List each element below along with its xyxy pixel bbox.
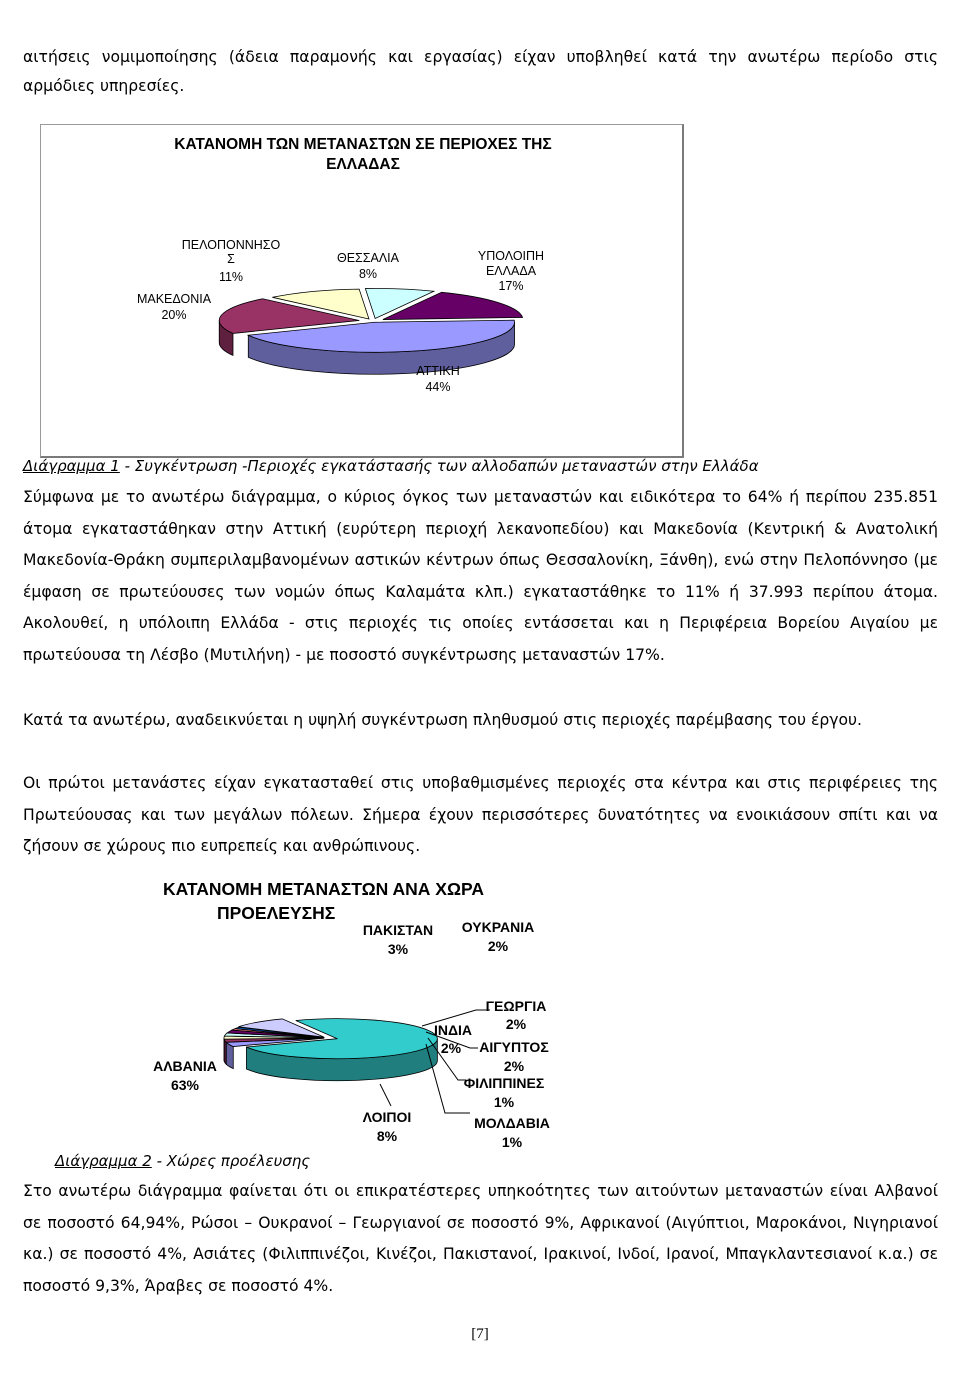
chart1-label-attiki-pct: 44% [425, 380, 451, 394]
chart2-label-georgia-pct: 2% [505, 1016, 527, 1032]
chart2-label-india: ΙΝΔΙΑ [433, 1022, 473, 1038]
chart1-label-makedonia: ΜΑΚΕΔΟΝΙΑ [136, 292, 212, 306]
chart2-caption [55, 1152, 310, 1170]
chart2-label-filippines-pct: 1% [493, 1094, 515, 1110]
chart2-caption-text: - Χώρες προέλευσης [151, 1152, 311, 1170]
paragraph-3: Οι πρώτοι μετανάστες είχαν εγκατασταθεί στις υποβαθμισμένες περιοχές στα κέντρα και στις περιφέρειες της Πρωτεύουσας και των μεγάλων πόλεων. Σήμερα έχουν περισσότερες δυνατότητες να ενοικιάσουν σπίτι και να ζήσουν σε χώρους πιο ευπρεπείς και ανθρώπινους. [23, 774, 938, 856]
chart1-label-makedonia-pct: 20% [161, 308, 187, 322]
chart2-label-loipoi-pct: 8% [376, 1128, 398, 1144]
chart1-label-attiki: ΑΤΤΙΚΗ [416, 364, 460, 378]
chart2-caption-label: Διάγραμμα 2 [55, 1152, 152, 1170]
paragraph-1: Σύμφωνα με το ανωτέρω διάγραμμα, ο κύριος όγκος των μεταναστών και ειδικότερα το 64% ή περίπου 235.851 άτομα εγκαταστάθηκαν στην Αττική (ευρύτερη περιοχή λεκανοπεδίου) και Μακεδονία (Κεντρική & Ανατολική Μακεδονία-Θράκη συμπεριλαμβανομένων αστικών κέντρων όπως Θεσσαλονίκη, Ξάνθη), ενώ στην Πελοπόννησο (με έμφαση σε πρωτεύουσες των νομών όπως Καλαμάτα κλπ.) εγκαταστάθηκε το 11% ή 37.993 περίπου άτομα. Ακολουθεί, η υπόλοιπη Ελλάδα - στις περιοχές τις οποίες εντάσσεται και η Περιφέρεια Βορείου Αιγαίου με πρωτεύουσα τη Λέσβο (Μυτιλήνη) - με ποσοστό συγκέντρωσης μεταναστών 17%. [23, 488, 938, 664]
chart2-label-india-pct: 2% [440, 1040, 462, 1056]
chart1-label-peloponnisos-pct: 11% [218, 270, 244, 284]
paragraph-4: Στο ανωτέρω διάγραμμα φαίνεται ότι οι επικρατέστερες υπηκοότητες των αιτούντων μεταναστών είναι Αλβανοί σε ποσοστό 64,94%, Ρώσοι – Ουκρανοί – Γεωργιανοί σε ποσοστό 9%, Αφρικανοί (Αιγύπτιοι, Μαροκάνοι, Νιγηριανοί κα.) σε ποσοστό 4%, Ασιάτες (Φιλιππινέζοι, Κινέζοι, Πακιστανοί, Ιρακινοί, Ινδοί, Ιρανοί, Μπαγκλαντεσιανοί κ.α.) σε ποσοστό 9,3%, Άραβες σε ποσοστό 4%. [23, 1182, 938, 1295]
chart1-caption-text: - Συγκέντρωση -Περιοχές εγκατάστασής των αλλοδαπών μεταναστών στην Ελλάδα [119, 457, 759, 475]
chart1-label-peloponnisos-2: Σ [227, 252, 235, 266]
chart1-label-thessalia: ΘΕΣΣΑΛΙΑ [336, 251, 400, 265]
chart1-svg [41, 125, 681, 455]
chart2-label-pakistan: ΠΑΚΙΣΤΑΝ [362, 922, 434, 938]
chart2-label-filippines: ΦΙΛΙΠΠΙΝΕΣ [463, 1075, 545, 1091]
chart2-title-line2: ΠΡΟΕΛΕΥΣΗΣ [217, 903, 336, 923]
chart2-label-moldavia: ΜΟΛΔΑΒΙΑ [474, 1115, 550, 1131]
chart2-title-line1: ΚΑΤΑΝΟΜΗ ΜΕΤΑΝΑΣΤΩΝ ΑΝΑ ΧΩΡΑ [163, 879, 484, 899]
chart1-pie [219, 288, 522, 374]
intro-paragraph: αιτήσεις νομιμοποίησης (άδεια παραμονής και εργασίας) είχαν υποβληθεί κατά την ανωτέρω περίοδο στις αρμόδιες υπηρεσίες. [23, 48, 938, 95]
chart1-title-line1: ΚΑΤΑΝΟΜΗ ΤΩΝ ΜΕΤΑΝΑΣΤΩΝ ΣΕ ΠΕΡΙΟΧΕΣ ΤΗΣ [174, 136, 552, 153]
chart2-label-albania: ΑΛΒΑΝΙΑ [153, 1058, 217, 1074]
chart1-label-ypoloipi-1: ΥΠΟΛΟΙΠΗ [477, 249, 545, 263]
chart1-caption [23, 457, 759, 475]
paragraph-2: Κατά τα ανωτέρω, αναδεικνύεται η υψηλή συγκέντρωση πληθυσμού στις περιοχές παρέμβασης του έργου. [23, 711, 863, 729]
chart1-frame [40, 124, 684, 458]
chart1-label-ypoloipi-2: ΕΛΛΑΔΑ [485, 264, 537, 278]
chart2-label-aigyptos-pct: 2% [503, 1058, 525, 1074]
chart1-title-line2: ΕΛΛΑΔΑΣ [326, 156, 400, 173]
chart2-label-loipoi: ΛΟΙΠΟΙ [362, 1109, 412, 1125]
chart2-label-pakistan-pct: 3% [387, 941, 409, 957]
chart1-label-peloponnisos-1: ΠΕΛΟΠΟΝΝΗΣΟ [181, 238, 281, 252]
chart2-pie [224, 1019, 437, 1081]
chart2-label-georgia: ΓΕΩΡΓΙΑ [485, 998, 547, 1014]
page-number: [7] [471, 1326, 489, 1342]
chart2-label-albania-pct: 63% [170, 1077, 200, 1093]
chart1-label-ypoloipi-pct: 17% [498, 279, 524, 293]
chart1-label-thessalia-pct: 8% [358, 267, 378, 281]
chart2-label-moldavia-pct: 1% [501, 1134, 523, 1150]
chart2-label-oukrania: ΟΥΚΡΑΝΙΑ [461, 919, 535, 935]
chart1-caption-label: Διάγραμμα 1 [23, 457, 120, 475]
chart2-svg [60, 870, 640, 1160]
leader-line-loipoi [380, 1084, 391, 1106]
chart2-label-aigyptos: ΑΙΓΥΠΤΟΣ [479, 1039, 549, 1055]
chart2-label-oukrania-pct: 2% [487, 938, 509, 954]
